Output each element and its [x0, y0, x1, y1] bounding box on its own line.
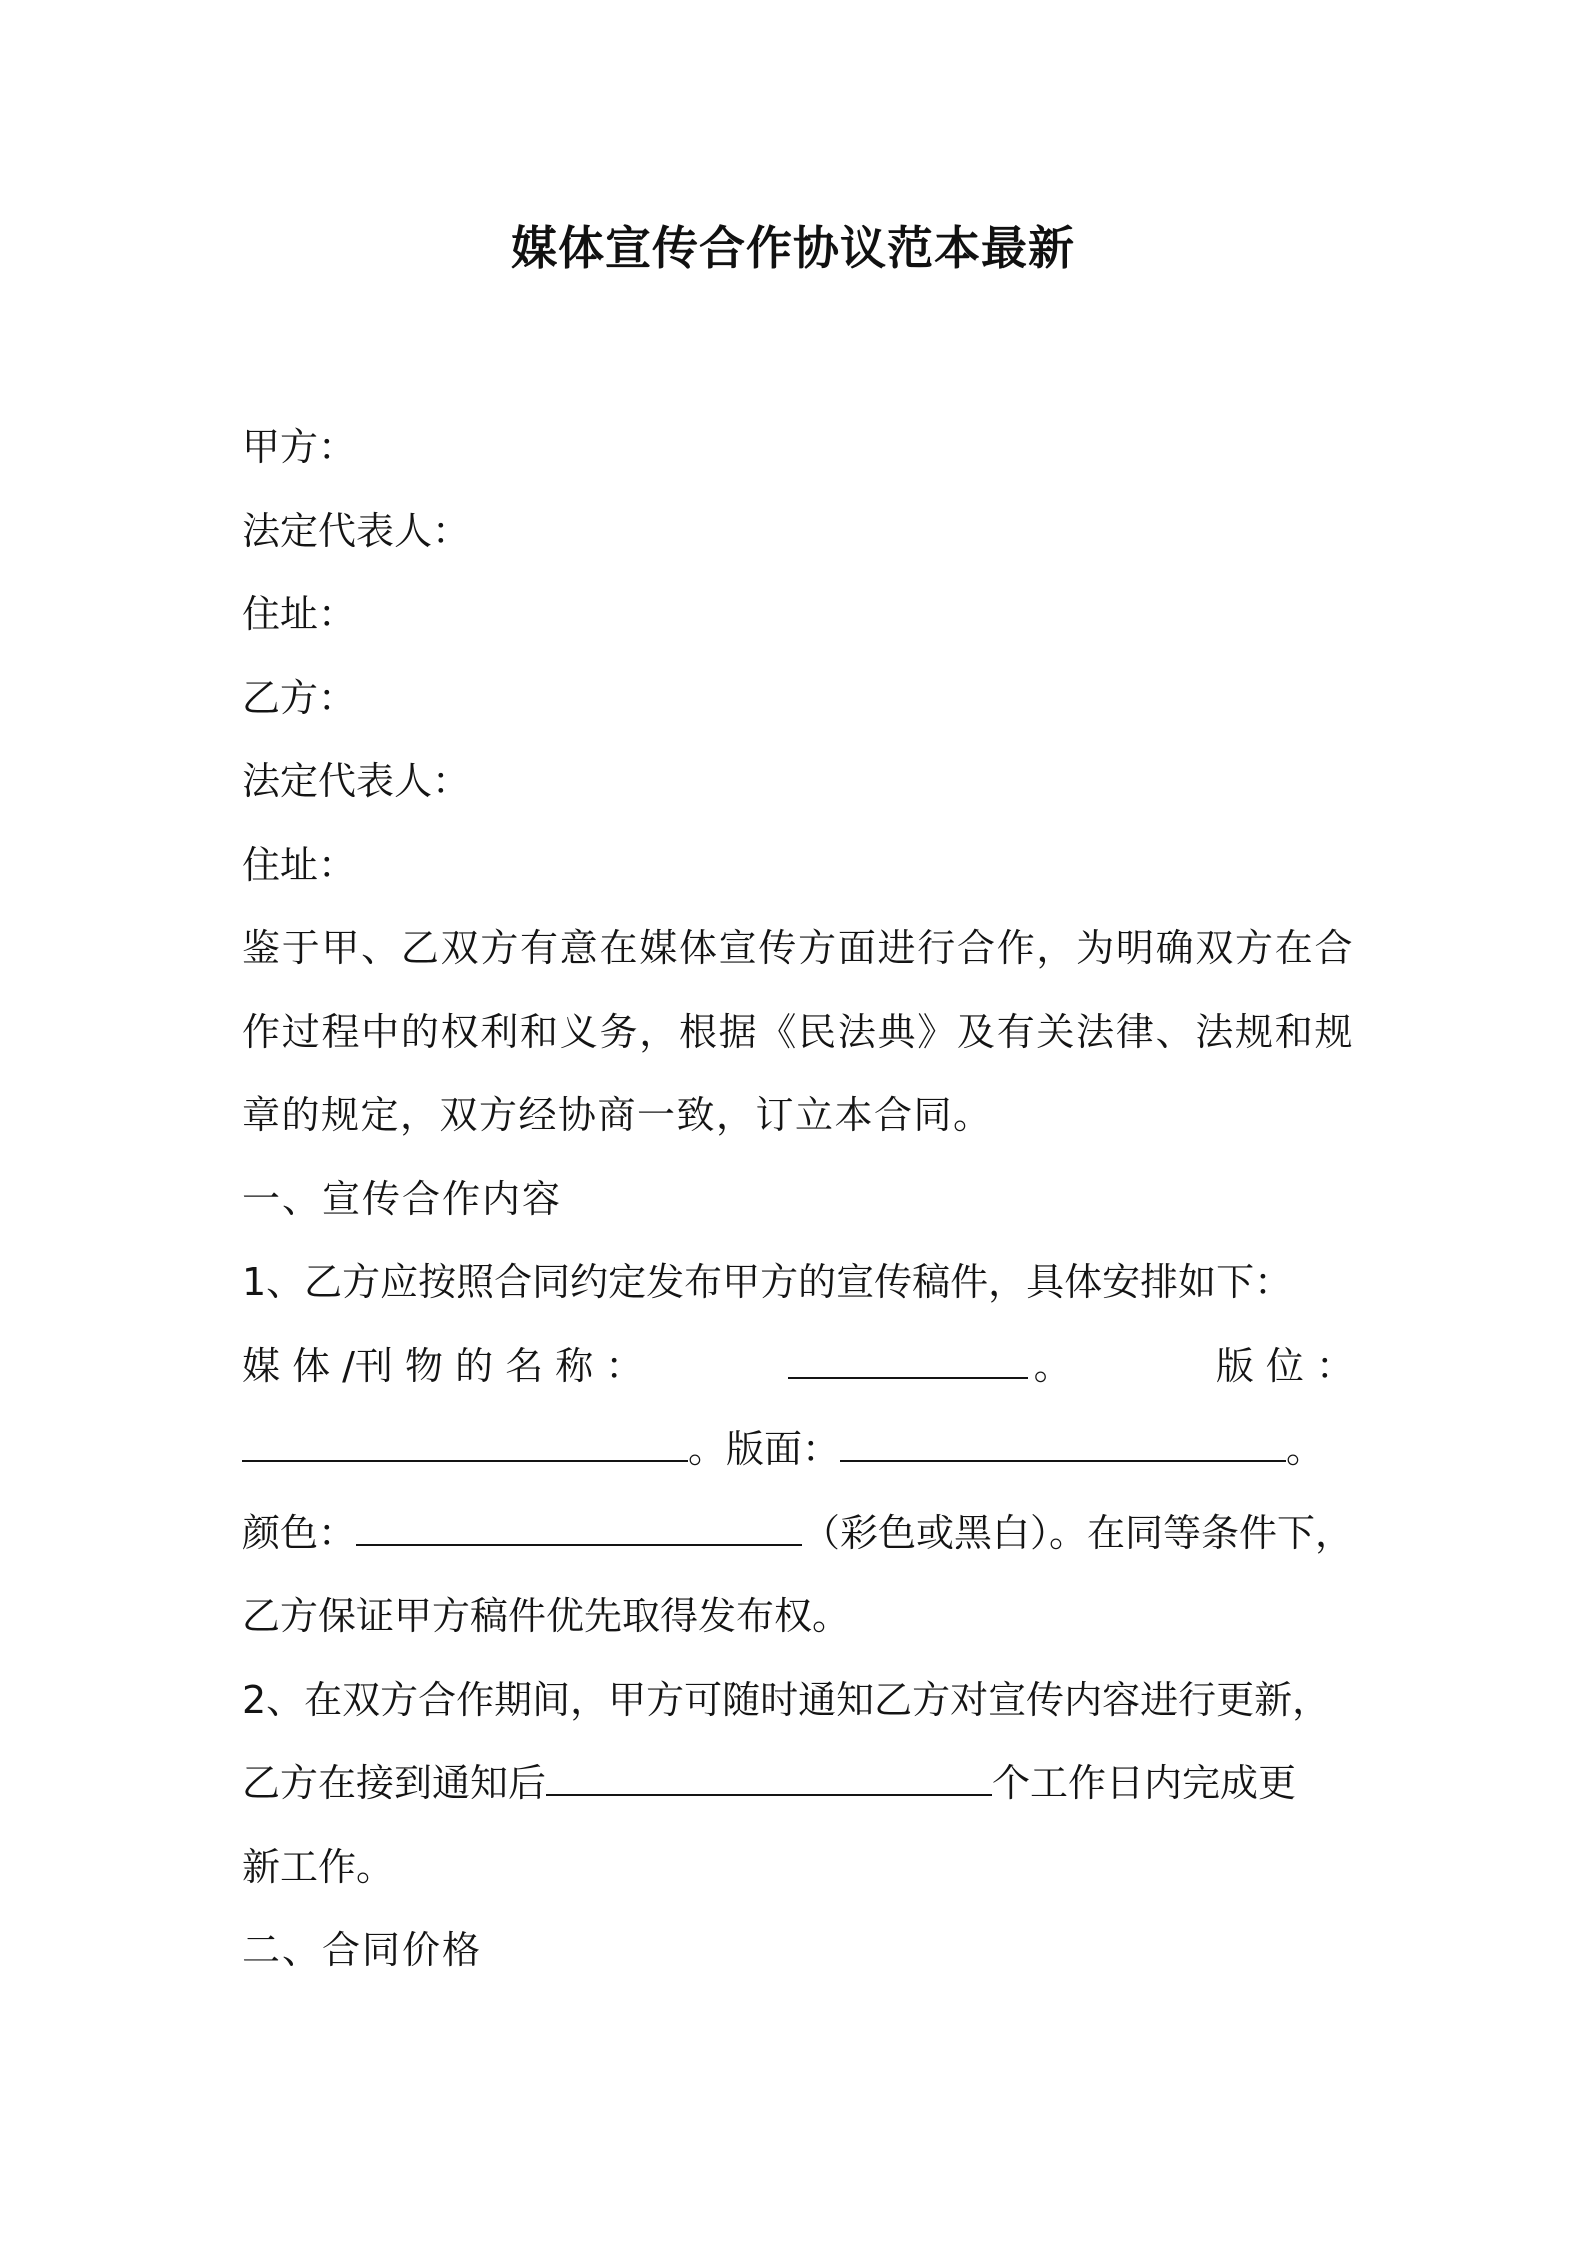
clause-2-mid-row [242, 1742, 1354, 1826]
section-1-heading: 一、宣传合作内容 [242, 1176, 563, 1221]
color-suffix: （彩色或黑白）。在同等条件下， [802, 1510, 1354, 1555]
period-3: 。 [1286, 1427, 1325, 1471]
period-1: 。 [1033, 1343, 1072, 1388]
party-b-label: 乙方： [242, 675, 357, 720]
color-label: 颜色： [242, 1510, 357, 1555]
party-a-address-label: 住址： [242, 592, 357, 636]
clause-1-tail: 乙方保证甲方稿件优先取得发布权。 [242, 1594, 851, 1638]
page-label: 版面： [726, 1427, 841, 1471]
layout-page-row [242, 1408, 1354, 1492]
party-b-rep-label: 法定代表人： [242, 759, 471, 803]
layout-label: 版 位 ： [1215, 1343, 1354, 1388]
media-name-label: 媒 体 /刊 物 的 名 称 ： [242, 1343, 644, 1388]
clause-2-intro: 2、在双方合作期间，甲方可随时通知乙方对宣传内容进行更新， [242, 1677, 1331, 1722]
media-name-blank-group [788, 1325, 1072, 1409]
period-2: 。 [688, 1427, 727, 1471]
working-days-blank[interactable] [546, 1766, 992, 1796]
page-blank[interactable] [840, 1432, 1286, 1462]
clause-2-mid-prefix: 乙方在接到通知后 [242, 1761, 547, 1805]
clause-2-tail: 新工作。 [242, 1844, 395, 1889]
preamble-paragraph: 鉴于甲、乙双方有意在媒体宣传方面进行合作，为明确双方在合作过程中的权利和义务，根据《民法典》及有关法律、法规和规章的规定，双方经协商一致，订立本合同。 [242, 926, 1354, 1137]
clause-2-mid-suffix: 个工作日内完成更 [992, 1761, 1297, 1805]
color-blank[interactable] [356, 1516, 802, 1546]
media-name-row [242, 1325, 1354, 1409]
layout-blank[interactable] [242, 1432, 688, 1462]
document-title: 媒体宣传合作协议范本最新 [511, 221, 1075, 275]
party-b-address-label: 住址： [242, 842, 357, 887]
color-row [242, 1492, 1354, 1576]
party-a-rep-label: 法定代表人： [242, 508, 471, 553]
clause-1-intro: 1、乙方应按照合同约定发布甲方的宣传稿件，具体安排如下： [242, 1260, 1293, 1304]
media-name-blank[interactable] [788, 1349, 1028, 1379]
section-2-heading: 二、合同价格 [242, 1928, 483, 1972]
party-a-label: 甲方： [242, 425, 357, 469]
document-body [242, 406, 1354, 1993]
